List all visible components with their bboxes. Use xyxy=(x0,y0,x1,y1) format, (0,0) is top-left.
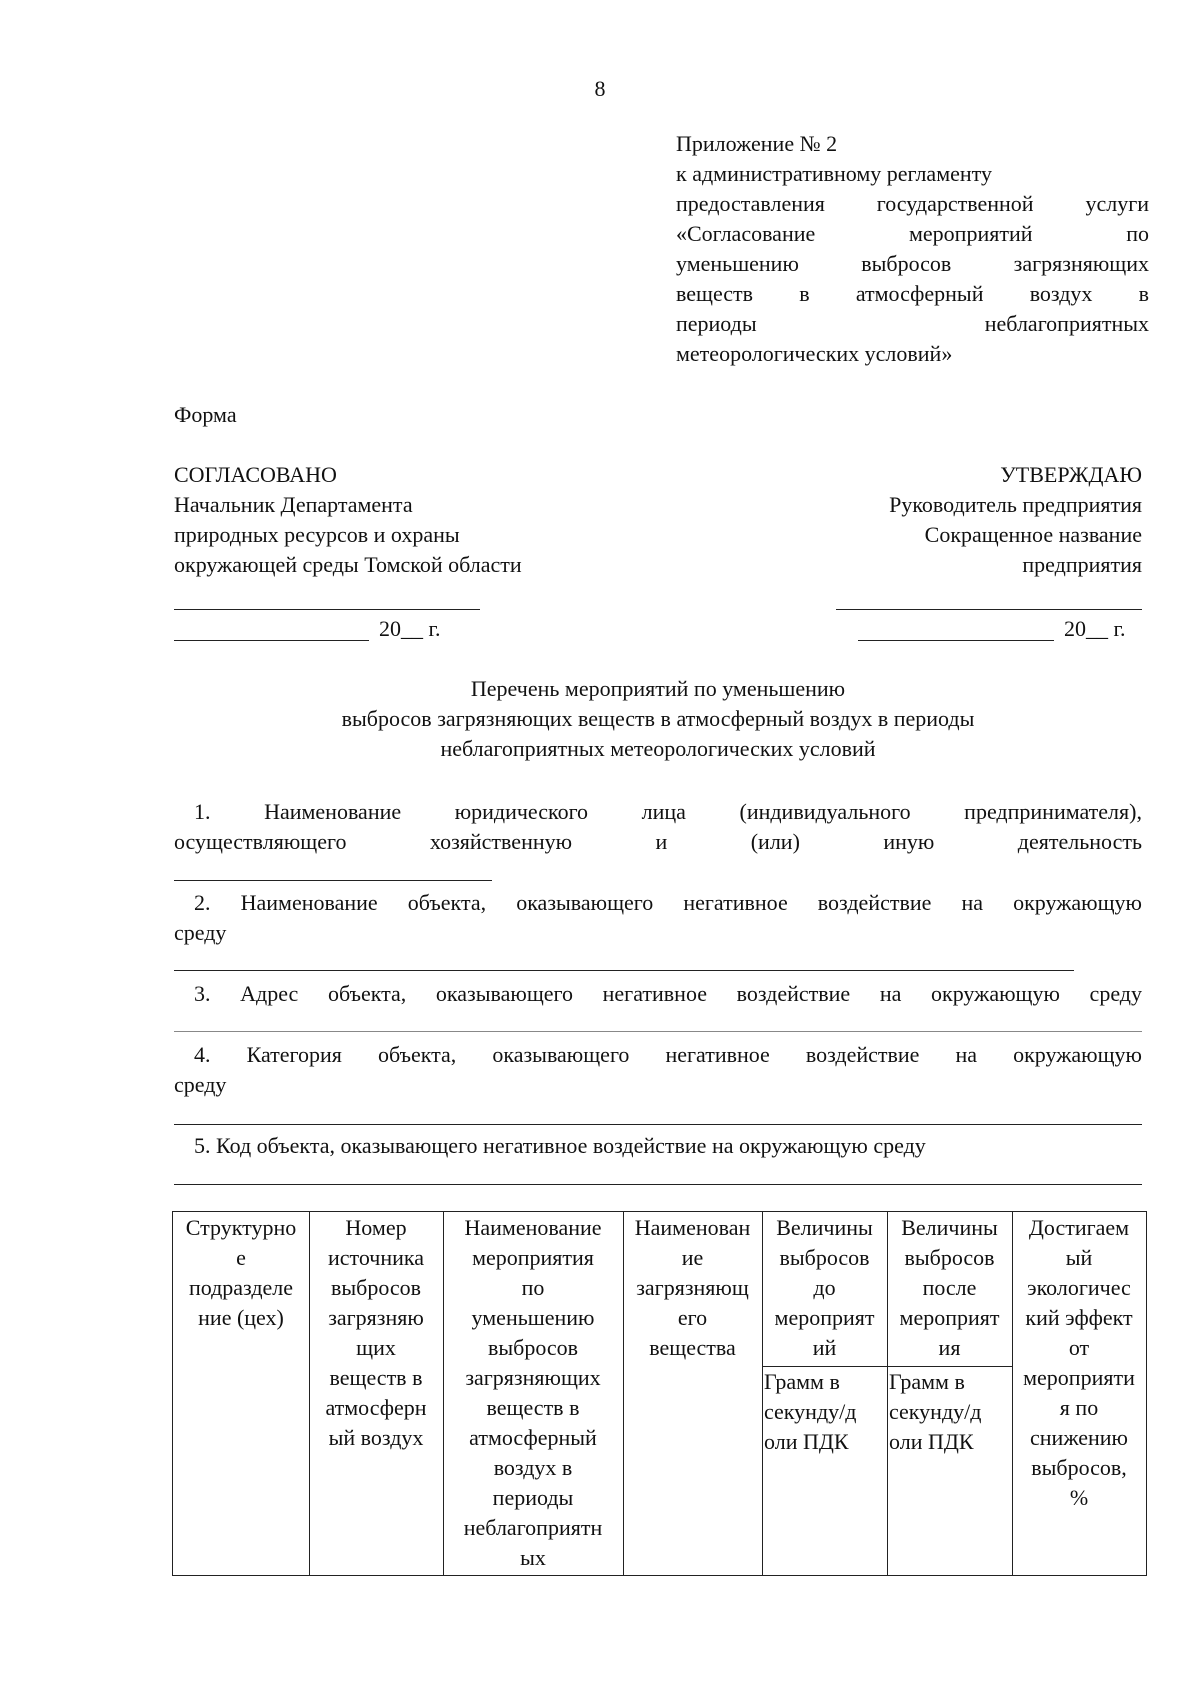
signature-line-left xyxy=(174,609,480,610)
annex-line: уменьшению выбросов загрязняющих xyxy=(676,251,1149,276)
approval-left-line: природных ресурсов и охраны xyxy=(174,522,460,547)
item-5-fill-line xyxy=(174,1184,1142,1185)
item-2-fill-line xyxy=(174,970,1074,971)
approval-left-heading: СОГЛАСОВАНО xyxy=(174,462,337,487)
item-5-text: 5. Код объекта, оказывающего негативное воздействие на окружающую среду xyxy=(194,1133,926,1158)
annex-line: метеорологических условий» xyxy=(676,341,953,366)
title-line: выбросов загрязняющих веществ в атмосферный воздух в периоды xyxy=(341,706,975,731)
annex-line: «Согласование мероприятий по xyxy=(676,221,1149,246)
header-ecological-effect: Достигаем ый экологичес кий эффект от мероприяти я по снижению выбросов, % xyxy=(1023,1215,1135,1510)
header-emissions-before: Величины выбросов до мероприят ий xyxy=(774,1215,875,1360)
date-left: 20__ г. xyxy=(379,616,441,641)
approval-right-line: Руководитель предприятия xyxy=(889,492,1142,517)
annex-line: к административному регламенту xyxy=(676,161,992,186)
approval-right-line: Сокращенное название xyxy=(924,522,1142,547)
subheader-emissions-before-units: Грамм в секунду/д оли ПДК xyxy=(764,1369,857,1454)
approval-right-line: предприятия xyxy=(1022,552,1142,577)
approval-right-heading: УТВЕРЖДАЮ xyxy=(1000,462,1142,487)
item-1-text-cont: осуществляющего хозяйственную и (или) иную деятельность xyxy=(174,829,1142,854)
item-4-text: 4. Категория объекта, оказывающего негативное воздействие на окружающую xyxy=(194,1042,1142,1067)
approval-left-block xyxy=(174,460,522,580)
date-line-right xyxy=(858,640,1054,641)
header-structural-unit: Структурно е подразделе ние (цех) xyxy=(185,1215,297,1330)
measures-table xyxy=(172,1211,1147,1576)
approval-left-line: окружающей среды Томской области xyxy=(174,552,522,577)
item-4-fill-line xyxy=(174,1124,1142,1125)
item-3-text: 3. Адрес объекта, оказывающего негативное воздействие на окружающую среду xyxy=(194,981,1142,1006)
form-label: Форма xyxy=(174,402,237,427)
item-2-text-cont: среду xyxy=(174,920,227,945)
subheader-emissions-after-units: Грамм в секунду/д оли ПДК xyxy=(889,1369,982,1454)
date-line-left xyxy=(174,640,369,641)
annex-line: предоставления государственной услуги xyxy=(676,191,1149,216)
header-measure-name: Наименование мероприятия по уменьшению выбросов загрязняющих веществ в атмосферный воздух в периоды неблагоприятн ых xyxy=(463,1215,603,1570)
item-4-text-cont: среду xyxy=(174,1072,227,1097)
signature-line-right xyxy=(836,609,1142,610)
approval-left-line: Начальник Департамента xyxy=(174,492,413,517)
annex-line: веществ в атмосферный воздух в xyxy=(676,281,1149,306)
item-1-text: 1. Наименование юридического лица (индивидуального предпринимателя), xyxy=(194,799,1142,824)
page-number: 8 xyxy=(594,76,606,101)
item-1-fill-line xyxy=(174,880,492,881)
item-3-fill-line xyxy=(174,1031,1142,1032)
annex-line: Приложение № 2 xyxy=(676,131,838,156)
header-emissions-after: Величины выбросов после мероприят ия xyxy=(899,1215,1000,1360)
date-right: 20__ г. xyxy=(1064,616,1126,641)
document-title xyxy=(174,674,1142,764)
annex-block xyxy=(676,129,1149,369)
approval-right-block xyxy=(780,460,1142,580)
title-line: Перечень мероприятий по уменьшению xyxy=(470,676,846,701)
header-source-number: Номер источника выбросов загрязняю щих веществ в атмосферн ый воздух xyxy=(325,1215,427,1450)
header-pollutant-name: Наименован ие загрязняющ его вещества xyxy=(634,1215,751,1360)
item-2-text: 2. Наименование объекта, оказывающего негативное воздействие на окружающую xyxy=(194,890,1142,915)
annex-line: периоды неблагоприятных xyxy=(676,311,1149,336)
title-line: неблагоприятных метеорологических условий xyxy=(440,736,876,761)
